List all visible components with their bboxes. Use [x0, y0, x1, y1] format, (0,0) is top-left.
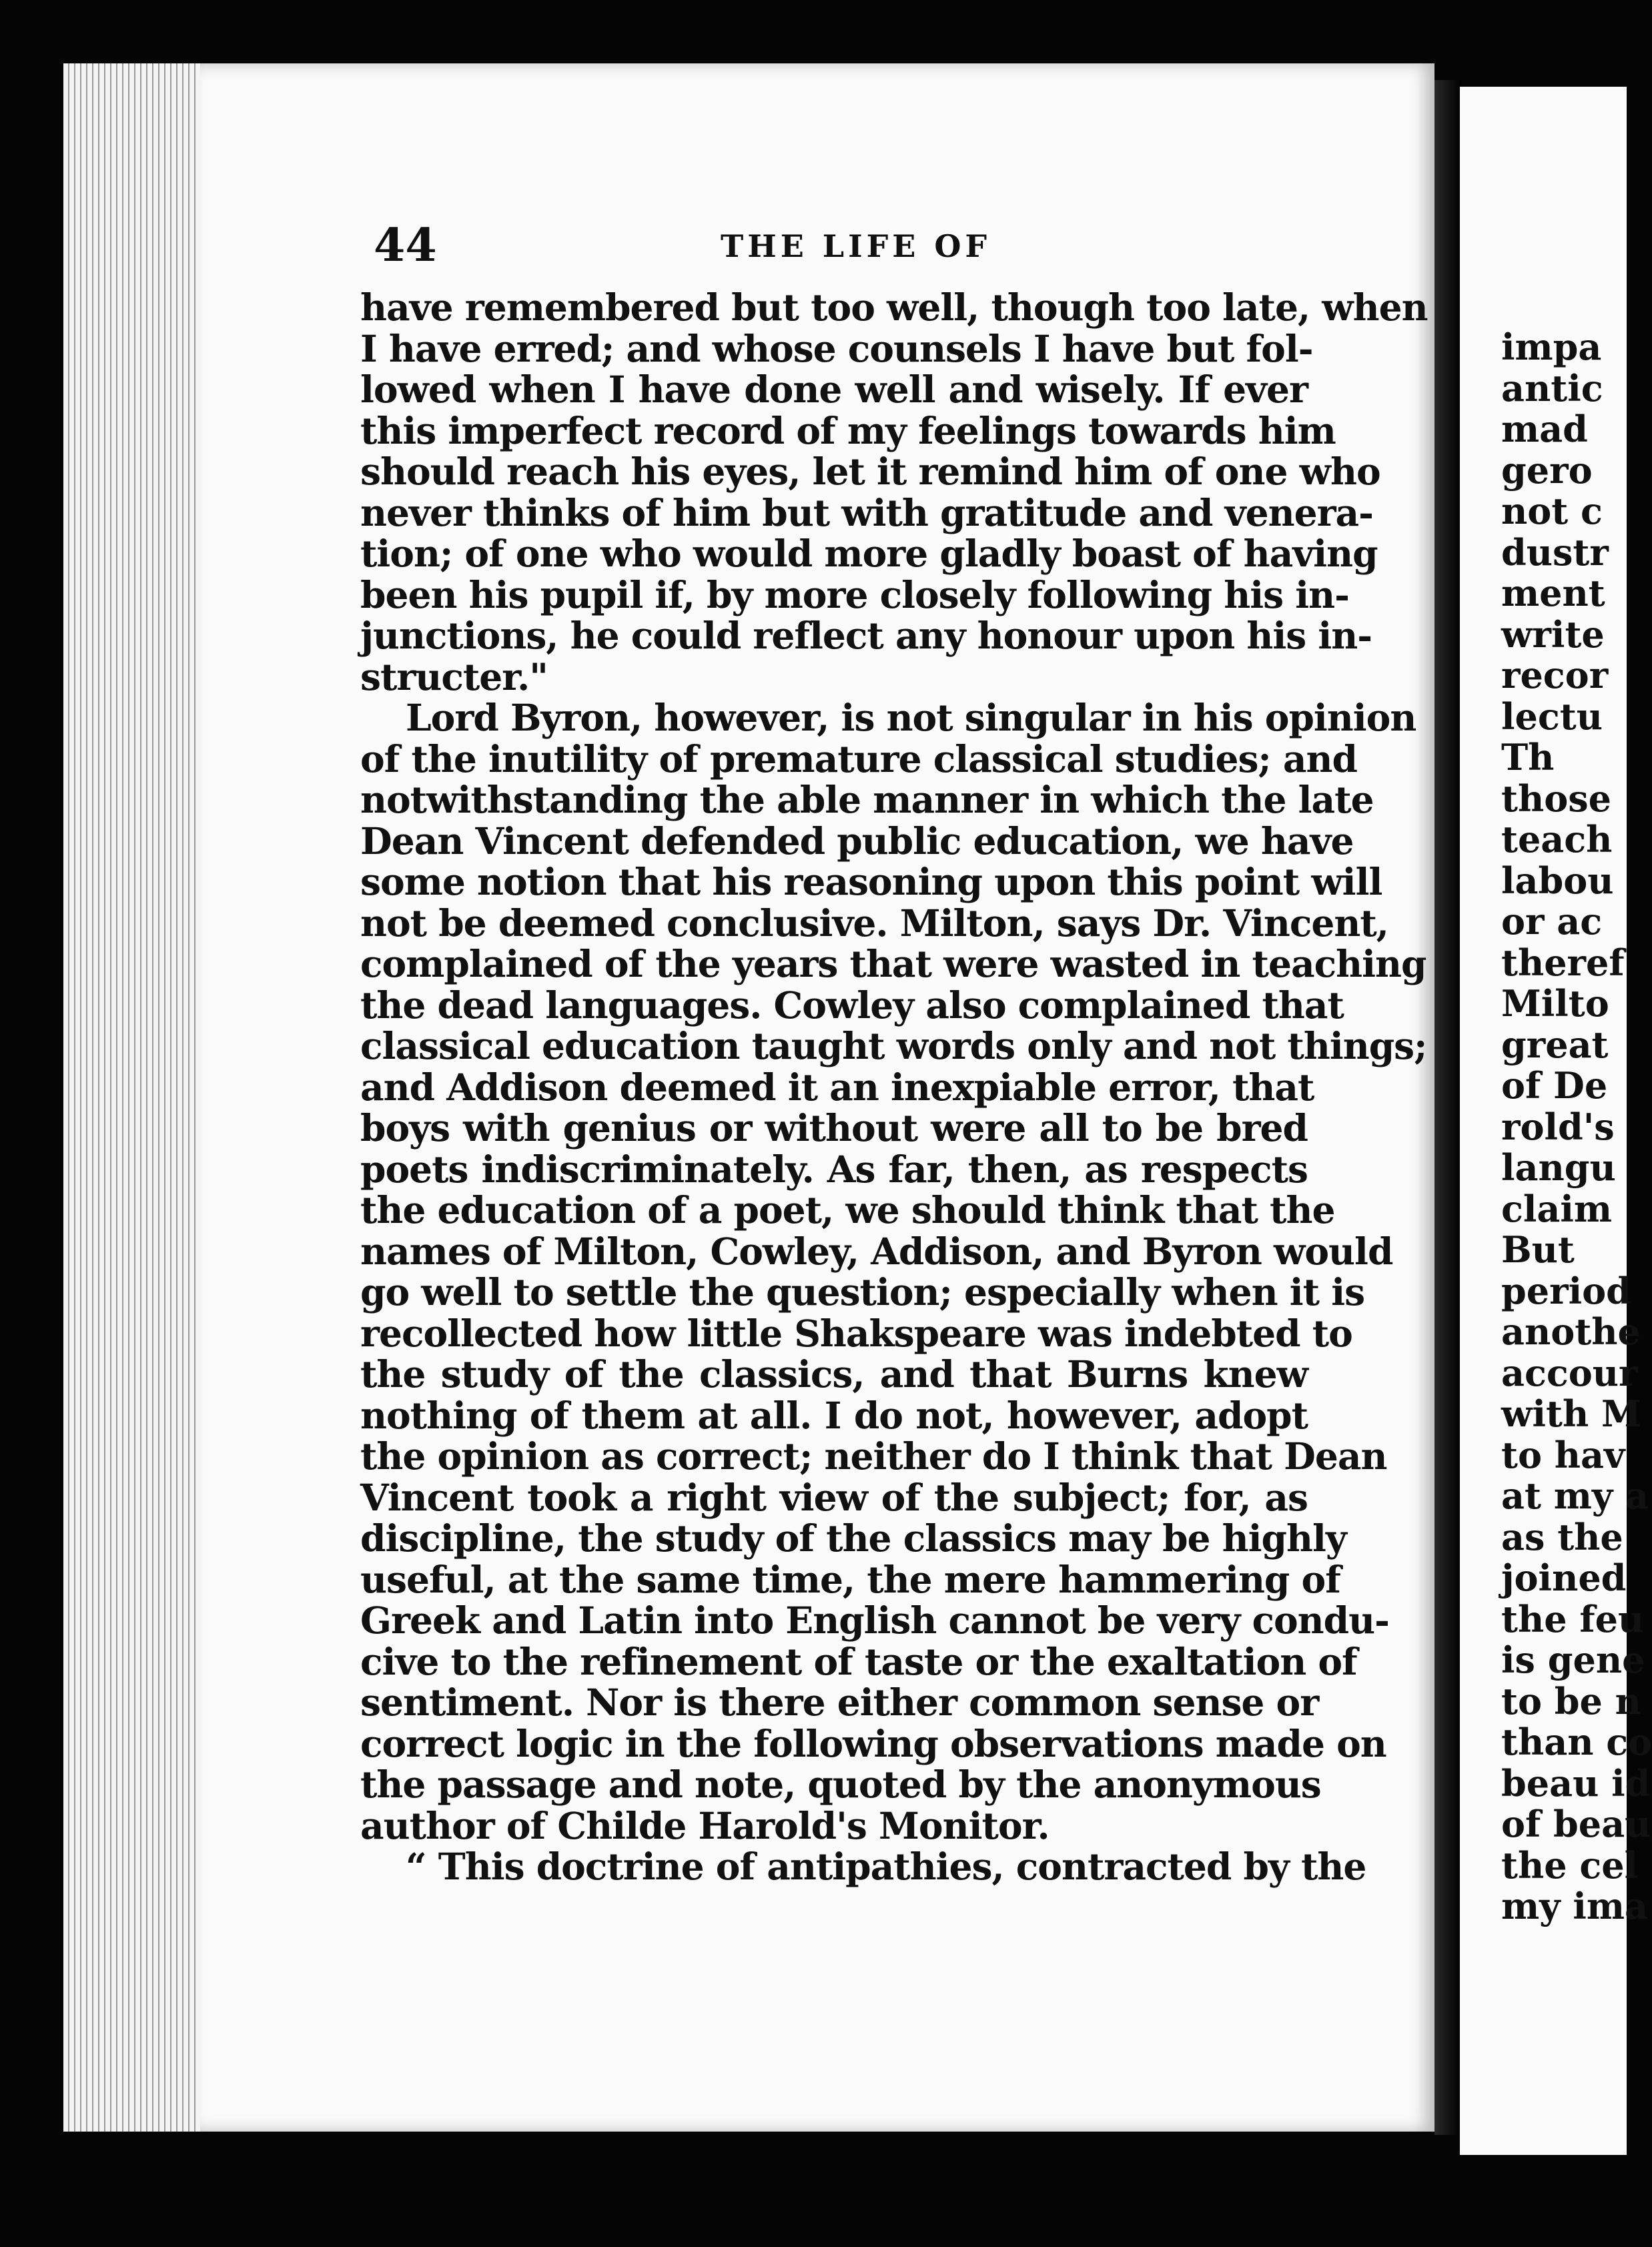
- right-page-line: the cel: [1501, 1843, 1639, 1887]
- right-page-line: joined: [1501, 1556, 1627, 1599]
- text-line: some notion that his reasoning upon this point will: [360, 860, 1382, 903]
- right-page-line: anothe: [1501, 1310, 1641, 1353]
- right-page-line: teach: [1501, 818, 1613, 861]
- text-line: should reach his eyes, let it remind him of one who: [360, 450, 1380, 493]
- main-text-block: [360, 286, 1428, 1888]
- text-line: been his pupil if, by more closely following his in-: [360, 572, 1349, 616]
- right-page-line: mad: [1501, 408, 1588, 450]
- text-line: complained of the years that were wasted in teaching: [360, 942, 1426, 985]
- text-line: I have erred; and whose counsels I have but fol-: [360, 326, 1313, 370]
- right-page-line: write: [1501, 612, 1605, 656]
- text-line: the study of the classics, and that Burns knew: [360, 1352, 1308, 1396]
- text-line: Vincent took a right view of the subject; for, as: [360, 1475, 1308, 1519]
- text-line: not be deemed conclusive. Milton, says Dr. Vincent,: [360, 901, 1388, 945]
- text-line: the opinion as correct; neither do I think that Dean: [360, 1434, 1387, 1478]
- right-page-line: of De: [1501, 1064, 1608, 1107]
- text-line: sentiment. Nor is there either common sense or: [360, 1681, 1319, 1724]
- right-page-line: gero: [1501, 448, 1593, 492]
- right-page-line: recor: [1501, 654, 1609, 697]
- text-line: structer.": [360, 654, 548, 699]
- right-page-line: impa: [1501, 326, 1602, 368]
- right-page-line: is gene: [1501, 1639, 1645, 1681]
- running-head: [374, 219, 1314, 272]
- right-page-line: than co: [1501, 1721, 1652, 1763]
- text-line: cive to the refinement of taste or the exaltation of: [360, 1639, 1357, 1683]
- text-line: notwithstanding the able manner in which the late: [360, 778, 1374, 821]
- right-page-line: Milto: [1501, 982, 1609, 1025]
- right-page-line: or ac: [1501, 900, 1603, 943]
- right-page-line: Th: [1501, 736, 1555, 779]
- text-line: Greek and Latin into English cannot be very condu-: [360, 1599, 1389, 1642]
- right-page-line: not c: [1501, 490, 1603, 532]
- text-line: tion; of one who would more gladly boast of having: [360, 532, 1378, 575]
- right-page-line: ment: [1501, 572, 1605, 614]
- text-line: “ This doctrine of antipathies, contracted by the: [406, 1845, 1366, 1888]
- text-line: junctions, he could reflect any honour upon his in-: [360, 614, 1372, 657]
- text-line: of the inutility of premature classical studies; and: [360, 737, 1357, 781]
- text-line: boys with genius or without were all to be bred: [360, 1106, 1308, 1150]
- text-line: the dead languages. Cowley also complained that: [360, 983, 1344, 1027]
- text-line: names of Milton, Cowley, Addison, and Byron would: [360, 1229, 1393, 1273]
- text-line: recollected how little Shakspeare was indebted to: [360, 1311, 1352, 1355]
- right-page-line: those: [1501, 777, 1611, 820]
- text-line: poets indiscriminately. As far, then, as respects: [360, 1147, 1308, 1191]
- right-page-text: [1501, 326, 1652, 1927]
- right-page-line: antic: [1501, 366, 1603, 410]
- right-page-line: to be n: [1501, 1679, 1641, 1723]
- running-title: THE LIFE OF: [721, 228, 991, 264]
- right-page-line: labou: [1501, 859, 1614, 902]
- right-page-line: lectu: [1501, 695, 1603, 738]
- right-page-line: beau id: [1501, 1761, 1651, 1805]
- text-line: author of Childe Harold's Monitor.: [360, 1803, 1050, 1847]
- text-line: go well to settle the question; especially when it is: [360, 1270, 1365, 1314]
- text-line: classical education taught words only and not things;: [360, 1024, 1427, 1067]
- text-line: Dean Vincent defended public education, we have: [360, 819, 1354, 863]
- right-page-line: the feu: [1501, 1597, 1645, 1641]
- text-line: useful, at the same time, the mere hammering of: [360, 1557, 1340, 1601]
- right-page-line: But: [1501, 1228, 1575, 1271]
- right-page-line: great: [1501, 1023, 1609, 1066]
- right-page-line: claim: [1501, 1187, 1613, 1230]
- text-line: lowed when I have done well and wisely. If ever: [360, 368, 1308, 411]
- right-page-line: langu: [1501, 1146, 1616, 1189]
- text-line: this imperfect record of my feelings towards him: [360, 408, 1336, 452]
- right-page-line: period: [1501, 1269, 1631, 1312]
- right-page-line: rold's: [1501, 1105, 1615, 1148]
- right-page-line: at my a: [1501, 1474, 1649, 1517]
- text-line: nothing of them at all. I do not, however, adopt: [360, 1393, 1308, 1437]
- text-line: have remembered but too well, though too late, when: [360, 286, 1428, 329]
- book-gutter: [1434, 80, 1461, 2135]
- text-line: never thinks of him but with gratitude and venera-: [360, 490, 1374, 534]
- right-page-line: as the: [1501, 1515, 1623, 1558]
- page-number: 44: [374, 219, 437, 272]
- text-line: and Addison deemed it an inexpiable error, that: [360, 1065, 1314, 1109]
- right-page-line: dustr: [1501, 530, 1609, 574]
- text-line: the education of a poet, we should think that the: [360, 1188, 1335, 1232]
- right-page-line: to hav: [1501, 1433, 1625, 1476]
- text-line: correct logic in the following observations made on: [360, 1721, 1386, 1765]
- text-line: Lord Byron, however, is not singular in his opinion: [406, 696, 1416, 739]
- right-page-line: my ima: [1501, 1885, 1648, 1927]
- right-page-line: theref: [1501, 941, 1625, 984]
- right-page-line: accour: [1501, 1351, 1638, 1394]
- text-line: discipline, the study of the classics may be highly: [360, 1516, 1346, 1560]
- right-page-line: of beau: [1501, 1803, 1651, 1845]
- right-page-line: with M: [1501, 1392, 1641, 1435]
- text-line: the passage and note, quoted by the anonymous: [360, 1763, 1321, 1806]
